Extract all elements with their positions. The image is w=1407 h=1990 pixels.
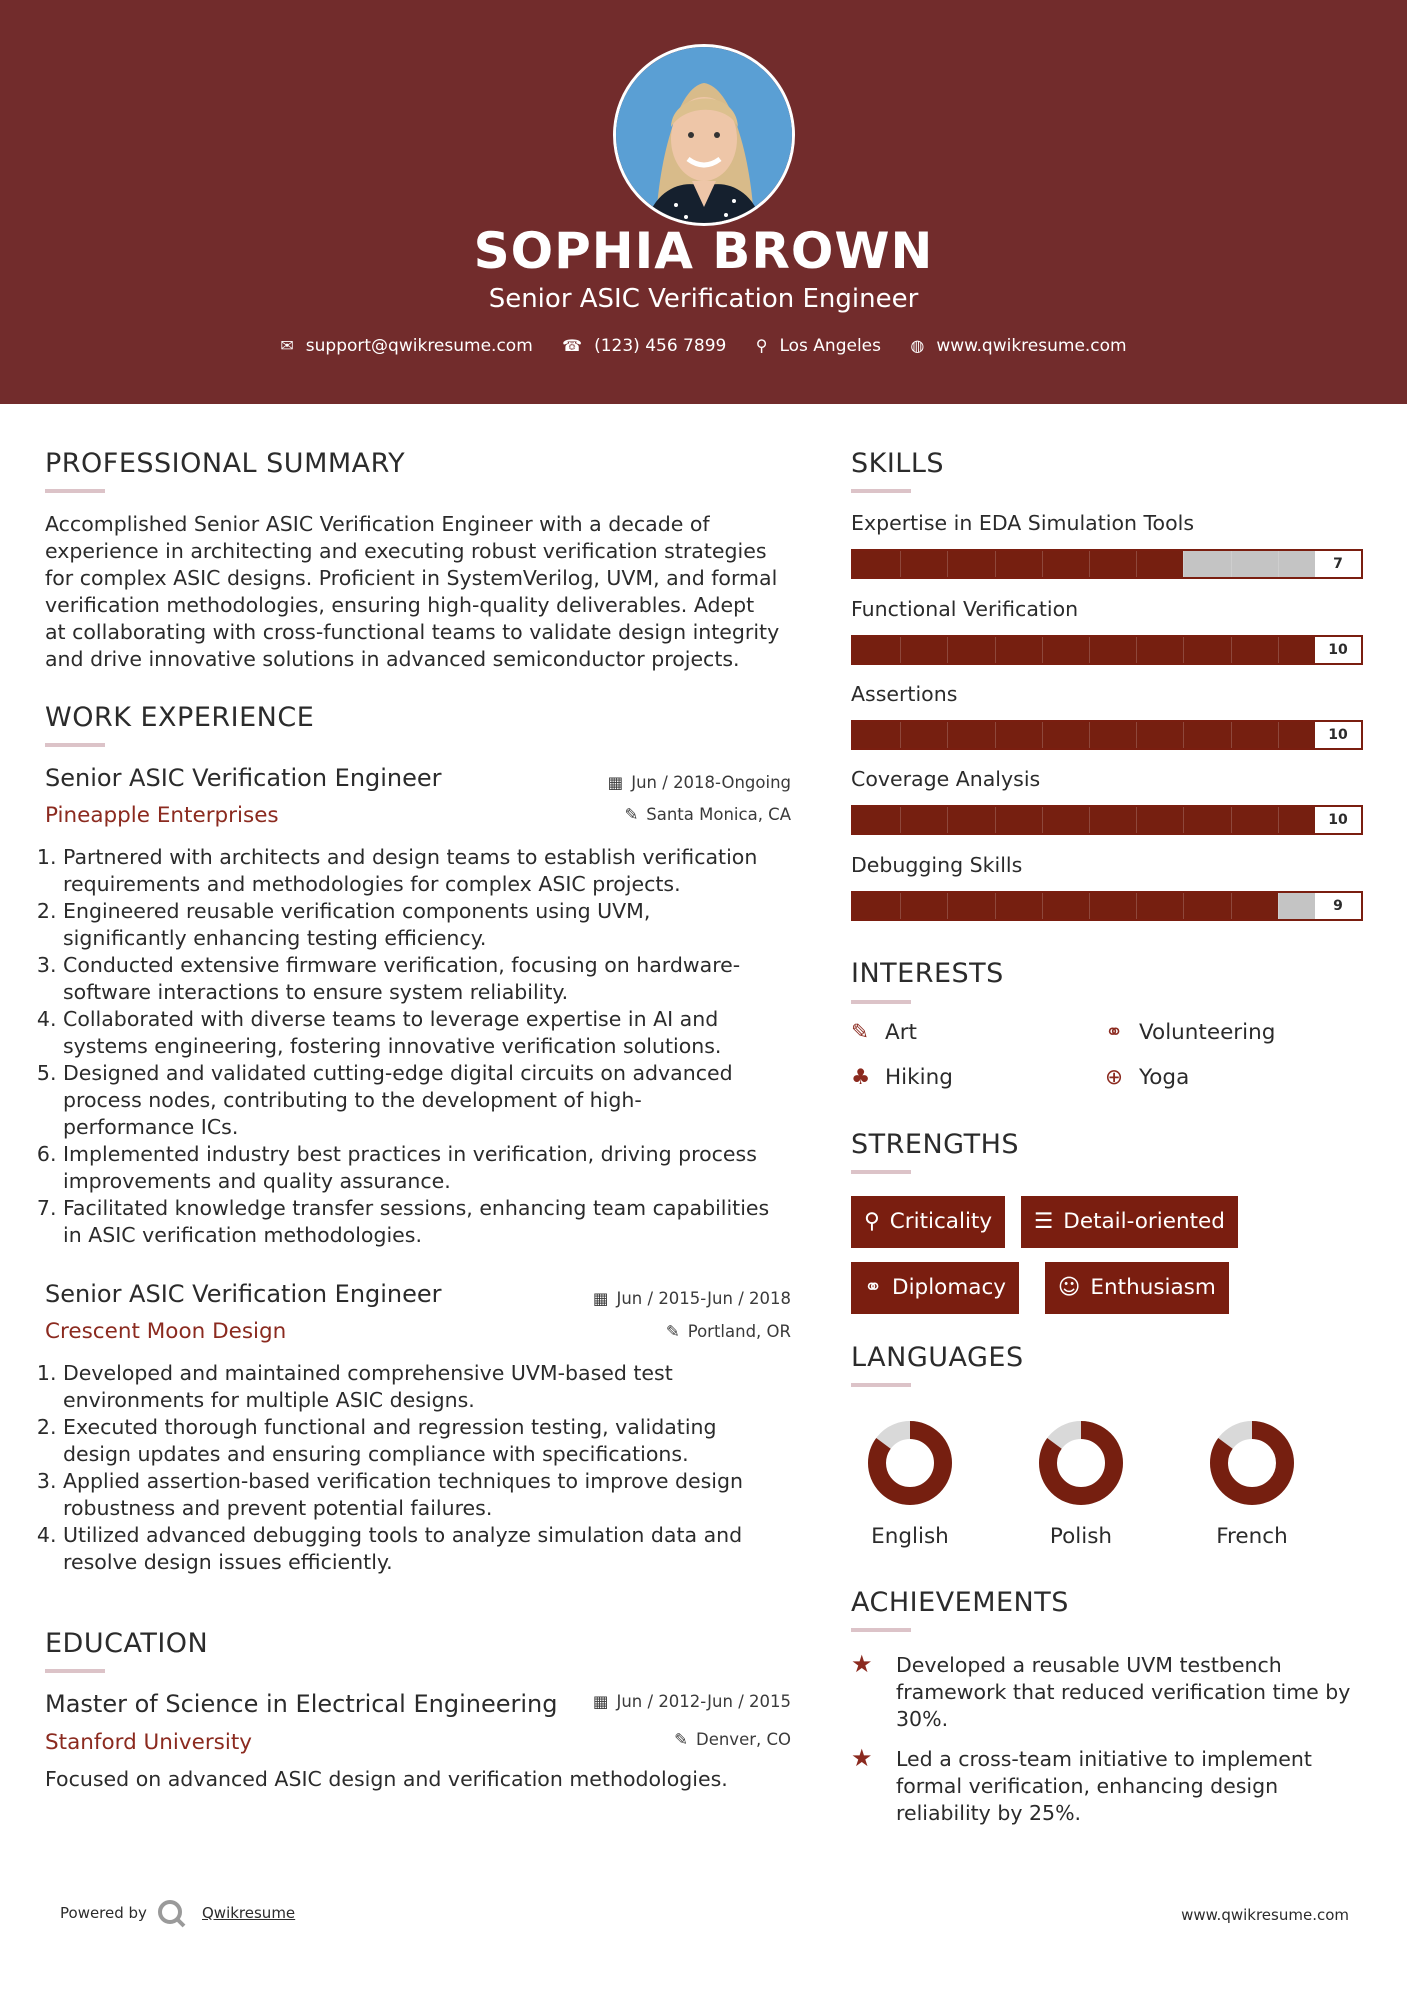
list-item: 3. Applied assertion-based verification techniques to improve design robustness and prevent potential failures. [63, 1468, 823, 1522]
language-level-donut [1036, 1418, 1126, 1508]
smile-icon: ☺ [1058, 1275, 1081, 1300]
segment-divider [947, 807, 948, 833]
job-responsibilities [45, 844, 823, 1249]
segment-divider [1183, 807, 1184, 833]
skill-level-bar [851, 635, 1363, 665]
job-title: Senior ASIC Verification Engineer [45, 1280, 442, 1308]
language-item [1001, 1418, 1161, 1549]
skill-segment-dividers [853, 893, 1325, 919]
segment-divider [1089, 637, 1090, 663]
education-description: Focused on advanced ASIC design and verification methodologies. [45, 1767, 728, 1791]
skill-score: 9 [1315, 893, 1361, 919]
tree-icon: ♣ [851, 1065, 871, 1090]
skill-segment-dividers [853, 807, 1325, 833]
skill-score: 7 [1315, 551, 1361, 577]
envelope-icon: ✉ [280, 336, 294, 355]
segment-divider [1136, 893, 1137, 919]
languages-underline [851, 1383, 911, 1387]
skill-level-bar [851, 720, 1363, 750]
strengths-underline [851, 1170, 911, 1174]
education-heading: EDUCATION [45, 1628, 209, 1659]
segment-divider [900, 893, 901, 919]
list-item: 2. Engineered reusable verification components using UVM, significantly enhancing testing efficiency. [63, 898, 823, 952]
paintbrush-icon: ✎ [851, 1020, 870, 1045]
segment-divider [900, 637, 901, 663]
language-label: English [871, 1524, 949, 1549]
segment-divider [1136, 807, 1137, 833]
qwikresume-logo-icon [155, 1897, 187, 1929]
calendar-icon: ▦ [592, 1289, 609, 1308]
segment-divider [995, 551, 996, 577]
job-responsibilities [45, 1360, 823, 1576]
achievement-item: Developed a reusable UVM testbench framework that reduced verification time by 30%. [896, 1653, 1351, 1731]
strength-badge: ⚭ Diplomacy [851, 1262, 1019, 1314]
profile-photo [613, 44, 795, 226]
list-item: 5. Designed and validated cutting-edge digital circuits on advanced process nodes, contributing to the development of high- performance ICs. [63, 1060, 823, 1141]
contact-email[interactable]: ✉ support@qwikresume.com [280, 336, 533, 356]
skill-score: 10 [1315, 722, 1361, 748]
segment-divider [947, 722, 948, 748]
segment-divider [1042, 807, 1043, 833]
contact-phone[interactable]: ☎ (123) 456 7899 [562, 336, 727, 356]
job-location: ✎ Portland, OR [665, 1322, 791, 1341]
segment-divider [1183, 893, 1184, 919]
list-item: 4. Utilized advanced debugging tools to analyze simulation data and resolve design issues efficiently. [63, 1522, 823, 1576]
list-item: 1. Developed and maintained comprehensive UVM-based test environments for multiple ASIC designs. [63, 1360, 823, 1414]
segment-divider [1278, 551, 1279, 577]
segment-divider [1089, 722, 1090, 748]
segment-divider [1136, 722, 1137, 748]
contact-location: ⚲ Los Angeles [755, 336, 881, 356]
skill-label: Expertise in EDA Simulation Tools [851, 511, 1195, 535]
globe-icon: ◍ [910, 336, 925, 355]
skill-segment-dividers [853, 722, 1325, 748]
segment-divider [1183, 722, 1184, 748]
achievements-underline [851, 1628, 911, 1632]
segment-divider [900, 722, 901, 748]
segment-divider [947, 893, 948, 919]
job-date: ▦ Jun / 2018-Ongoing [607, 773, 791, 792]
segment-divider [995, 893, 996, 919]
segment-divider [1042, 893, 1043, 919]
list-item: 7. Facilitated knowledge transfer sessions, enhancing team capabilities in ASIC verification methodologies. [63, 1195, 823, 1249]
strength-badge: ☰ Detail-oriented [1021, 1196, 1238, 1248]
segment-divider [1042, 722, 1043, 748]
interests-underline [851, 1000, 911, 1004]
language-level-donut [865, 1418, 955, 1508]
job-company: Pineapple Enterprises [45, 803, 279, 828]
skill-level-bar [851, 805, 1363, 835]
strength-badge: ⚲ Criticality [851, 1196, 1005, 1248]
skill-label: Assertions [851, 682, 958, 706]
search-icon: ⚲ [864, 1209, 880, 1234]
skill-level-bar [851, 549, 1363, 579]
education-date: ▦ Jun / 2012-Jun / 2015 [592, 1692, 791, 1711]
achievement-item: Led a cross-team initiative to implement formal verification, enhancing design reliability by 25%. [896, 1747, 1312, 1825]
job-title: Senior ASIC Verification Engineer [45, 764, 442, 792]
list-item: 6. Implemented industry best practices in verification, driving process improvements and quality assurance. [63, 1141, 823, 1195]
segment-divider [995, 807, 996, 833]
languages-heading: LANGUAGES [851, 1342, 1024, 1373]
segment-divider [1278, 722, 1279, 748]
brand-link[interactable]: Qwikresume [202, 1904, 296, 1922]
handshake-icon: ⚭ [1105, 1020, 1124, 1045]
language-item [830, 1418, 990, 1549]
summary-heading: PROFESSIONAL SUMMARY [45, 448, 406, 479]
footer-website[interactable]: www.qwikresume.com [1181, 1906, 1349, 1924]
award-star-icon: ★ [851, 1650, 873, 1678]
phone-icon: ☎ [562, 336, 583, 355]
segment-divider [1136, 637, 1137, 663]
map-marker-icon: ⚲ [755, 336, 768, 355]
strengths-heading: STRENGTHS [851, 1129, 1020, 1160]
candidate-name: SOPHIA BROWN [473, 222, 934, 280]
segment-divider [1136, 551, 1137, 577]
skill-score: 10 [1315, 807, 1361, 833]
job-company: Crescent Moon Design [45, 1319, 287, 1344]
education-underline [45, 1669, 105, 1673]
segment-divider [1278, 807, 1279, 833]
skill-score: 10 [1315, 637, 1361, 663]
strength-badge: ☺ Enthusiasm [1045, 1262, 1229, 1314]
segment-divider [1231, 551, 1232, 577]
interest-volunteering: ⚭ Volunteering [1105, 1020, 1276, 1045]
handshake-icon: ⚭ [864, 1275, 883, 1300]
segment-divider [900, 807, 901, 833]
interest-art: ✎ Art [851, 1020, 917, 1045]
segment-divider [900, 551, 901, 577]
job-date: ▦ Jun / 2015-Jun / 2018 [592, 1289, 791, 1308]
calendar-icon: ▦ [607, 773, 624, 792]
summary-underline [45, 489, 105, 493]
award-star-icon: ★ [851, 1744, 873, 1772]
segment-divider [1183, 637, 1184, 663]
segment-divider [1278, 893, 1279, 919]
list-item: 1. Partnered with architects and design teams to establish verification requirements and methodologies for complex ASIC projects. [63, 844, 823, 898]
list-item: 4. Collaborated with diverse teams to leverage expertise in AI and systems engineering, fostering innovative verification solutions. [63, 1006, 823, 1060]
contact-info [0, 336, 1407, 356]
segment-divider [947, 551, 948, 577]
segment-divider [1042, 551, 1043, 577]
interests-heading: INTERESTS [851, 958, 1004, 989]
segment-divider [1042, 637, 1043, 663]
language-level-donut [1207, 1418, 1297, 1508]
calendar-icon: ▦ [592, 1692, 609, 1711]
pin-icon: ✎ [624, 805, 639, 824]
skill-label: Coverage Analysis [851, 767, 1041, 791]
segment-divider [1278, 637, 1279, 663]
language-label: French [1216, 1524, 1288, 1549]
school-name: Stanford University [45, 1730, 253, 1755]
contact-website[interactable]: ◍ www.qwikresume.com [910, 336, 1127, 356]
segment-divider [1231, 807, 1232, 833]
experience-underline [45, 743, 105, 747]
skill-segment-dividers [853, 551, 1325, 577]
interest-hiking: ♣ Hiking [851, 1065, 953, 1090]
skill-label: Debugging Skills [851, 853, 1023, 877]
pin-icon: ✎ [665, 1322, 680, 1341]
skills-underline [851, 489, 911, 493]
segment-divider [947, 637, 948, 663]
skill-label: Functional Verification [851, 597, 1079, 621]
skill-level-bar [851, 891, 1363, 921]
degree-title: Master of Science in Electrical Engineering [45, 1690, 558, 1718]
education-location: ✎ Denver, CO [674, 1730, 791, 1749]
list-icon: ☰ [1034, 1209, 1054, 1234]
candidate-title: Senior ASIC Verification Engineer [488, 284, 919, 314]
segment-divider [1183, 551, 1184, 577]
lifebuoy-icon: ⊕ [1105, 1065, 1124, 1090]
segment-divider [1089, 893, 1090, 919]
segment-divider [995, 722, 996, 748]
segment-divider [1231, 722, 1232, 748]
segment-divider [1089, 551, 1090, 577]
interest-yoga: ⊕ Yoga [1105, 1065, 1190, 1090]
summary-text: Accomplished Senior ASIC Verification Engineer with a decade of experience in architecting and executing robust verification strategies for complex ASIC designs. Proficient in SystemVerilog, UVM, and formal verification methodologies, ensuring high-quality deliverables. Adept at collaborating with cross-functional teams to validate design integrity and drive innovative solutions in advanced semiconductor projects. [45, 512, 780, 671]
segment-divider [1231, 893, 1232, 919]
pin-icon: ✎ [674, 1730, 688, 1749]
language-label: Polish [1049, 1524, 1113, 1549]
list-item: 3. Conducted extensive firmware verification, focusing on hardware- software interactions to ensure system reliability. [63, 952, 823, 1006]
job-location: ✎ Santa Monica, CA [624, 805, 791, 824]
skill-segment-dividers [853, 637, 1325, 663]
experience-heading: WORK EXPERIENCE [45, 702, 315, 733]
language-item [1172, 1418, 1332, 1549]
resume-header [0, 0, 1407, 404]
skills-heading: SKILLS [851, 448, 945, 479]
segment-divider [1089, 807, 1090, 833]
list-item: 2. Executed thorough functional and regression testing, validating design updates and ensuring compliance with specifications. [63, 1414, 823, 1468]
powered-by-label: Powered by [60, 1904, 147, 1922]
segment-divider [995, 637, 996, 663]
achievements-heading: ACHIEVEMENTS [851, 1587, 1069, 1618]
segment-divider [1231, 637, 1232, 663]
